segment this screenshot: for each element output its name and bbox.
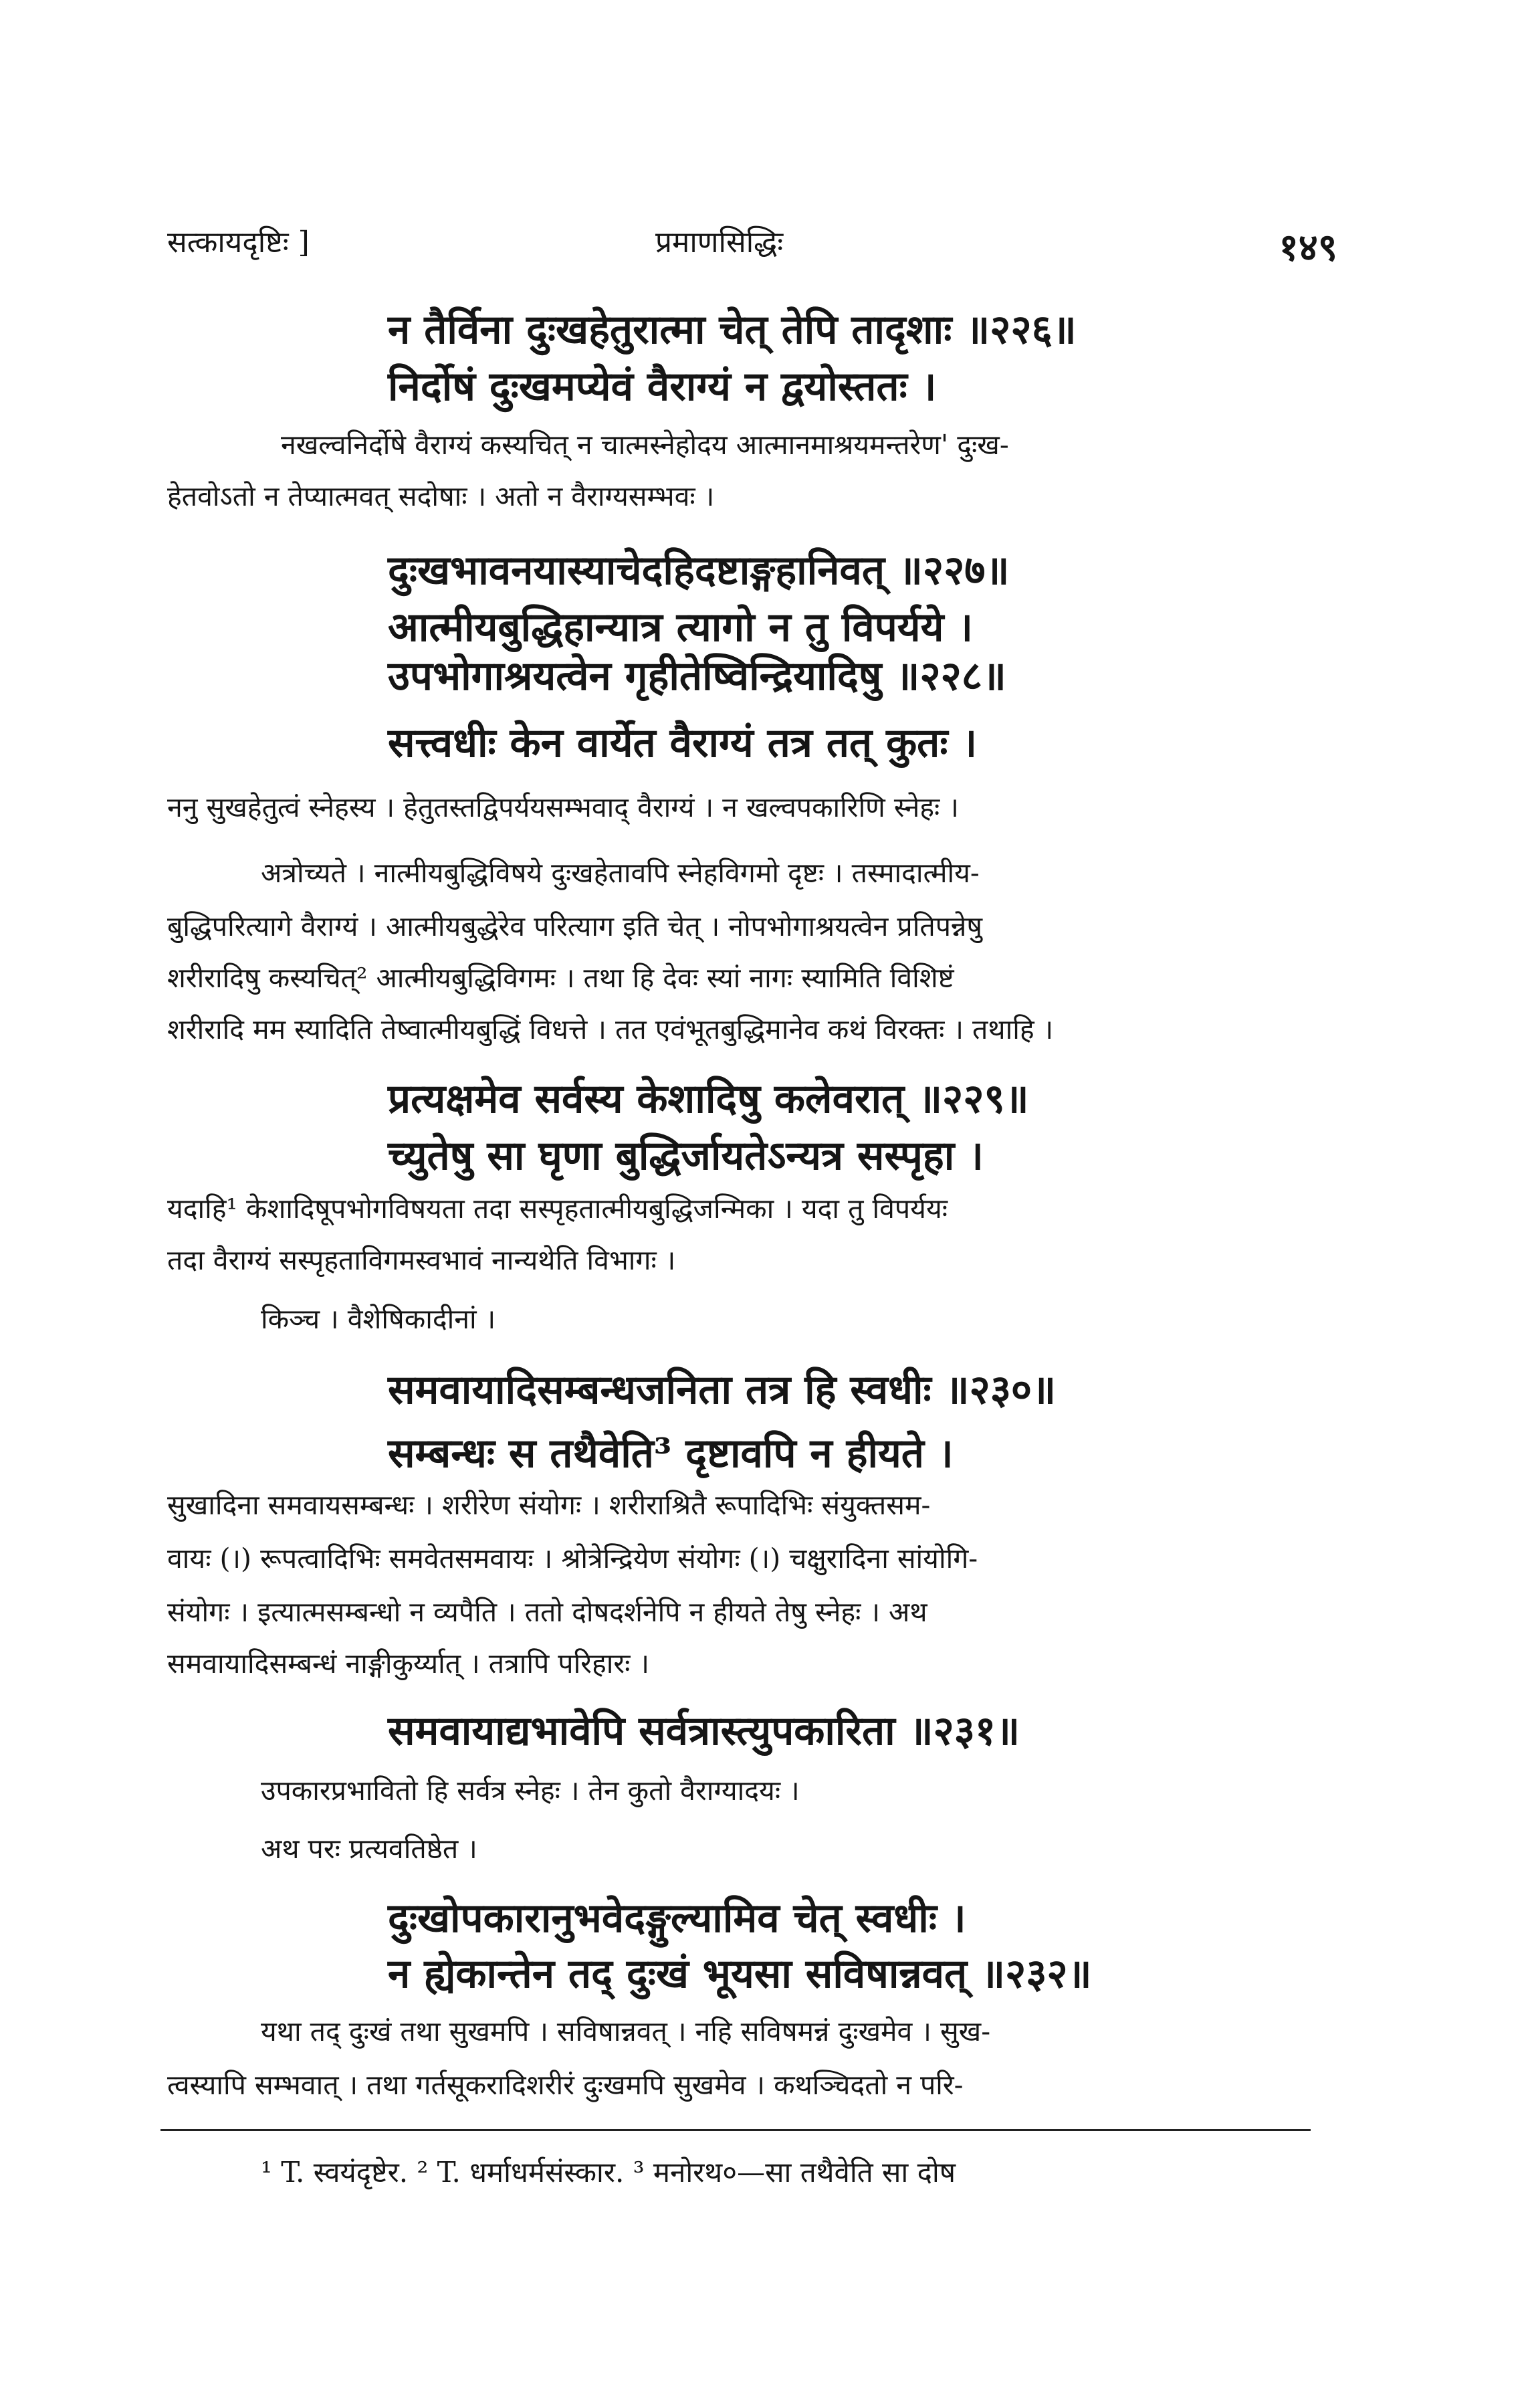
commentary-line: वायः (।) रूपत्वादिभिः समवेतसमवायः । श्रोत्रेन्द्रियेण संयोगः (।) चक्षुरादिना सांयोगि- — [167, 1542, 978, 1575]
verse-line: निर्दोषं दुःखमप्येवं वैराग्यं न द्वयोस्ततः । — [388, 363, 937, 410]
commentary-line: अत्रोच्यते । नात्मीयबुद्धिविषये दुःखहेतावपि स्नेहविगमो दृष्टः । तस्मादात्मीय- — [261, 857, 980, 889]
commentary-line: नखल्वनिर्दोषे वैराग्यं कस्यचित् न चात्मस्नेहोदय आत्मानमाश्रयमन्तरेण' दुःख- — [281, 429, 1009, 461]
verse-line: उपभोगाश्रयत्वेन गृहीतेष्विन्द्रियादिषु ॥२२८॥ — [388, 653, 1006, 700]
verse-line: सत्त्वधीः केन वार्येत वैराग्यं तत्र तत् कुतः । — [388, 720, 978, 767]
page-number: १४९ — [1279, 225, 1337, 270]
commentary-line: ननु सुखहेतुत्वं स्नेहस्य । हेतुतस्तद्विपर्ययसम्भवाद् वैराग्यं । न खल्वपकारिणि स्नेहः । — [167, 791, 959, 823]
commentary-line: उपकारप्रभावितो हि सर्वत्र स्नेहः । तेन कुतो वैराग्यादयः । — [261, 1775, 800, 1807]
commentary-line: बुद्धिपरित्यागे वैराग्यं । आत्मीयबुद्धेरेव परित्याग इति चेत् । नोपभोगाश्रयत्वेन प्रतिपन्नेषु — [167, 910, 983, 942]
commentary-line: शरीरादिषु कस्यचित्² आत्मीयबुद्धिविगमः । तथा हि देवः स्यां नागः स्यामिति विशिष्टं — [167, 962, 954, 994]
commentary-line: सुखादिना समवायसम्बन्धः । शरीरेण संयोगः । शरीराश्रितै रूपादिभिः संयुक्तसम- — [167, 1489, 931, 1521]
header-section-title: सत्कायदृष्टिः ] — [167, 225, 310, 260]
verse-line: दुःखभावनयास्याचेदहिदष्टाङ्गहानिवत् ॥२२७॥ — [388, 547, 1010, 594]
verse-line: दुःखोपकारानुभवेदङ्गुल्यामिव चेत् स्वधीः । — [388, 1895, 966, 1942]
commentary-line: तदा वैराग्यं सस्पृहताविगमस्वभावं नान्यथेति विभागः । — [167, 1244, 676, 1276]
header-book-title: प्रमाणसिद्धिः — [655, 225, 784, 260]
footnotes: ¹ T. स्वयंदृष्टेर. ² T. धर्माधर्मसंस्कार. ³ मनोरथ०—सा तथैवेति सा दोष — [261, 2156, 956, 2189]
commentary-line: हेतवोऽतो न तेप्यात्मवत् सदोषाः । अतो न वैराग्यसम्भवः । — [167, 480, 715, 512]
commentary-line: यदाहि¹ केशादिषूपभोगविषयता तदा सस्पृहतात्मीयबुद्धिजन्मिका । यदा तु विपर्ययः — [167, 1193, 948, 1225]
verse-line: समवायादिसम्बन्धजनिता तत्र हि स्वधीः ॥२३०॥ — [388, 1367, 1057, 1413]
verse-line: च्युतेषु सा घृणा बुद्धिर्जायतेऽन्यत्र सस्पृहा । — [388, 1132, 984, 1179]
verse-line: न ह्येकान्तेन तद् दुःखं भूयसा सविषान्नवत् ॥२३२॥ — [388, 1950, 1092, 1997]
verse-line: समवायाद्यभावेपि सर्वत्रास्त्युपकारिता ॥२३१॥ — [388, 1708, 1020, 1754]
verse-line: आत्मीयबुद्धिहान्यात्र त्यागो न तु विपर्यये । — [388, 604, 974, 651]
verse-line: प्रत्यक्षमेव सर्वस्य केशादिषु कलेवरात् ॥२२९॥ — [388, 1076, 1029, 1122]
commentary-line: त्वस्यापि सम्भवात् । तथा गर्तसूकरादिशरीरं दुःखमपि सुखमेव । कथञ्चिदतो न परि- — [167, 2069, 964, 2101]
verse-line: न तैर्विना दुःखहेतुरात्मा चेत् तेपि तादृशाः ॥२२६॥ — [388, 306, 1077, 353]
commentary-line: समवायादिसम्बन्धं नाङ्गीकुर्य्यात् । तत्रापि परिहारः । — [167, 1647, 649, 1680]
running-header — [167, 221, 1337, 274]
footnote-divider — [160, 2129, 1311, 2131]
commentary-line: किञ्च । वैशेषिकादीनां । — [261, 1303, 496, 1335]
commentary-line: शरीरादि मम स्यादिति तेष्वात्मीयबुद्धिं विधत्ते । तत एवंभूतबुद्धिमानेव कथं विरक्तः । तथाहि । — [167, 1013, 1054, 1045]
commentary-line: यथा तद् दुःखं तथा सुखमपि । सविषान्नवत् । नहि सविषमन्नं दुःखमेव । सुख- — [261, 2015, 991, 2047]
commentary-line: अथ परः प्रत्यवतिष्ठेत । — [261, 1833, 477, 1865]
verse-line: सम्बन्धः स तथैवेति³ दृष्टावपि न हीयते । — [388, 1430, 954, 1477]
commentary-line: संयोगः । इत्यात्मसम्बन्धो न व्यपैति । ततो दोषदर्शनेपि न हीयते तेषु स्नेहः । अथ — [167, 1596, 927, 1628]
